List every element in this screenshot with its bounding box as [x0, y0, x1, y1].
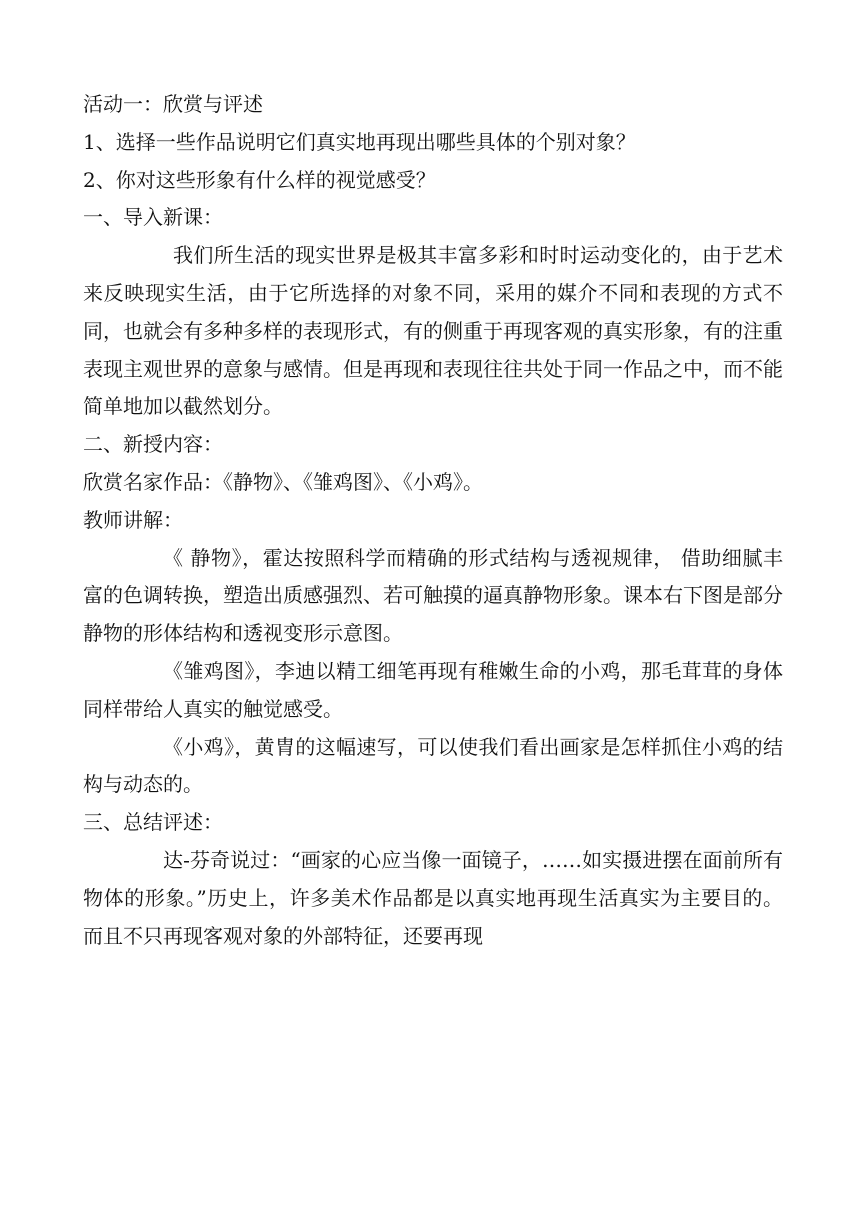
artworks-line: 欣赏名家作品：《静物》、《雏鸡图》、《小鸡》。	[83, 469, 483, 494]
section-3-paragraph: 达-芬奇说过：“画家的心应当像一面镜子，……如实摄进摆在面前所有物体的形象。”历史上，许多美术作品都是以真实地再现生活真实为主要目的。而且不只再现客观对象的外部特征，还要再现	[83, 847, 783, 948]
explanation-paragraph-2: 《雏鸡图》，李迪以精工细笔再现有稚嫩生命的小鸡，那毛茸茸的身体同样带给人真实的触觉感受。	[83, 658, 783, 721]
section-1-heading: 一、导入新课：	[83, 205, 223, 230]
question-1: 1、选择一些作品说明它们真实地再现出哪些具体的个别对象？	[83, 129, 636, 154]
explanation-paragraph-1: 《 静物》，霍达按照科学而精确的形式结构与透视规律， 借助细腻丰富的色调转换，塑造出质感强烈、若可触摸的逼真静物形象。课本右下图是部分静物的形体结构和透视变形示意图。	[83, 545, 783, 646]
activity-heading: 活动一：欣赏与评述	[83, 92, 263, 116]
section-1-paragraph: 我们所生活的现实世界是极其丰富多彩和时时运动变化的，由于艺术来反映现实生活，由于它所选择的对象不同，采用的媒介不同和表现的方式不同，也就会有多种多样的表现形式，有的侧重于再现客观的真实形象，有的注重表现主观世界的意象与感情。但是再现和表现往往共处于同一作品之中，而不能简单地加以截然划分。	[83, 243, 783, 419]
question-2: 2、你对这些形象有什么样的视觉感受？	[83, 167, 436, 192]
document-body	[83, 86, 783, 955]
section-2-heading: 二、新授内容：	[83, 432, 223, 457]
teacher-label: 教师讲解：	[83, 507, 183, 532]
explanation-paragraph-3: 《小鸡》，黄胄的这幅速写，可以使我们看出画家是怎样抓住小鸡的结构与动态的。	[83, 734, 783, 797]
section-3-heading: 三、总结评述：	[83, 810, 223, 835]
